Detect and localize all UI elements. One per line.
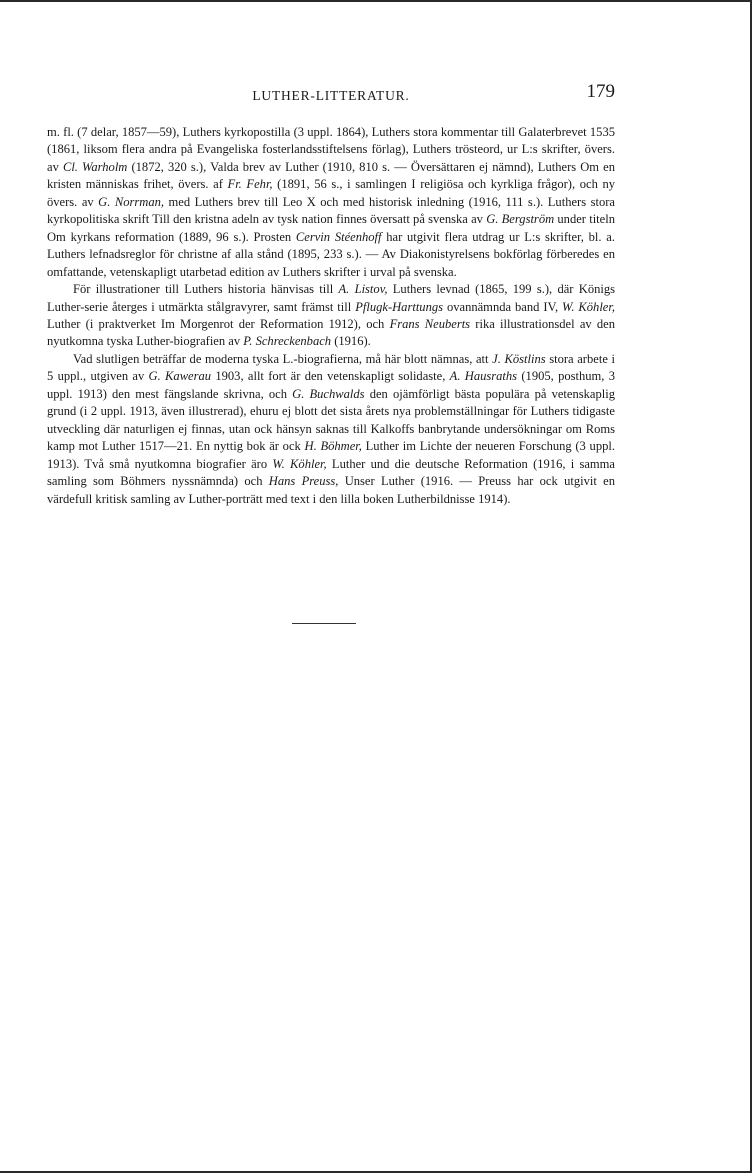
author-name: Fr. Fehr, — [227, 177, 273, 192]
text-run: För illustrationer till Luthers historia hänvisas till — [73, 282, 339, 297]
text-run: rika illustrationsdel av den nyutkomna tyska Luther-biografien av — [47, 316, 616, 349]
author-name: W. Köhler, — [562, 299, 616, 314]
text-run: Luther (i praktverket Im Morgenrot der Reformation 1912), och — [47, 316, 390, 331]
author-name: Pflugk-Harttungs — [355, 299, 444, 314]
text-run: Luther im Lichte der neueren Forschung (3 uppl. 1913). Två små nyutkomna biografier äro — [47, 439, 615, 471]
text-run: Luthers levnad (1865, 199 s.), där Königs Luther-serie återges i utmärkta stålgravyrer, samt främst till — [47, 282, 616, 314]
text-run: under titeln Om kyrkans reformation (1889, 96 s.). Prosten — [47, 212, 615, 244]
author-name: G. Buchwalds — [292, 386, 365, 401]
author-name: J. Köstlins — [492, 351, 546, 366]
paragraph-2 — [47, 281, 615, 351]
author-name: G. Kawerau — [148, 369, 212, 384]
text-run: Unser Luther (1916. — Preuss har ock utgivit en värdefull kritisk samling av Luther-porträtt med text i den lilla boken Lutherbildnisse 1914). — [47, 474, 615, 506]
paragraph-1 — [47, 124, 615, 281]
page-header — [47, 81, 615, 114]
text-run: ovannämnda band IV, — [443, 299, 563, 314]
text-run: 1903, allt fort är den vetenskapligt solidaste, — [211, 369, 450, 384]
author-name: W. Köhler, — [272, 456, 327, 471]
page-number: 179 — [586, 81, 615, 102]
author-name: G. Bergström — [486, 212, 555, 227]
scan-edge-top — [0, 0, 752, 2]
author-name: A. Listov, — [338, 282, 388, 297]
text-run: (1905, posthum, 3 uppl. 1913) den mest fängslande skrivna, och — [47, 369, 616, 401]
author-name: Frans Neuberts — [389, 316, 471, 331]
text-run: (1916). — [331, 334, 371, 349]
body-text — [47, 124, 615, 508]
text-run: Luther und die deutsche Reformation (1916, i samma samling som Böhmers nyssnämnda) och — [47, 456, 616, 489]
text-run: med Luthers brev till Leo X och med historisk inledning (1916, 111 s.). Luthers stora kyrkopolitiska skrift Till den kristna adeln av tysk nation finnes översatt på svenska av — [47, 194, 615, 227]
paragraph-3 — [47, 351, 615, 508]
author-name: H. Böhmer, — [304, 439, 362, 454]
text-run: stora arbete i 5 uppl., utgiven av — [47, 351, 615, 384]
author-name: Cervin Stéenhoff — [295, 229, 382, 244]
author-name: Cl. Warholm — [62, 159, 128, 174]
author-name: G. Norrman, — [98, 194, 165, 209]
text-run: Vad slutligen beträffar de moderna tyska L.-biografierna, må här blott nämnas, att — [73, 351, 493, 366]
section-end-rule — [292, 623, 356, 624]
text-run: m. fl. (7 delar, 1857—59), Luthers kyrkopostilla (3 uppl. 1864), Luthers stora kommentar till Galaterbrevet 1535 (1861, liksom flera andra på Evangeliska fosterlandsstiftelsens förlag), Luthers trösteord, ur L:s skrifter, övers. av — [47, 125, 615, 174]
text-run: den ojämförligt bästa populära på vetenskaplig grund (i 2 uppl. 1913, även illustrerad), ehuru ej blott det sista årets nya problemställningar för Luthers tidigaste utveckling där naturligen ej finnas, utan ock hänsyn saknas till Kalkoffs banbrytande undersökningar om Roms kamp mot Luther 1517—21. En nyttig bok är ock — [47, 386, 615, 454]
running-title: LUTHER-LITTERATUR. — [252, 88, 410, 103]
text-run: har utgivit flera utdrag ur L:s skrifter, bl. a. Luthers lefnadsreglor för christne af alla stånd (1895, 233 s.). — Av Diakonistyrelsens bokförlag förberedes en omfattande, vetenskapligt utarbetad edition av Luthers skrifter i urval på svenska. — [47, 229, 615, 279]
author-name: P. Schreckenbach — [243, 334, 332, 349]
author-name: A. Hausraths — [449, 369, 518, 384]
text-run: (1891, 56 s., i samlingen I religiösa och kyrkliga frågor), och ny övers. av — [47, 177, 615, 209]
text-run: (1872, 320 s.), Valda brev av Luther (1910, 810 s. — Översättaren ej nämnd), Luthers Om en kristen människas frihet, övers. af — [47, 159, 615, 192]
author-name: Hans Preuss, — [268, 474, 339, 489]
